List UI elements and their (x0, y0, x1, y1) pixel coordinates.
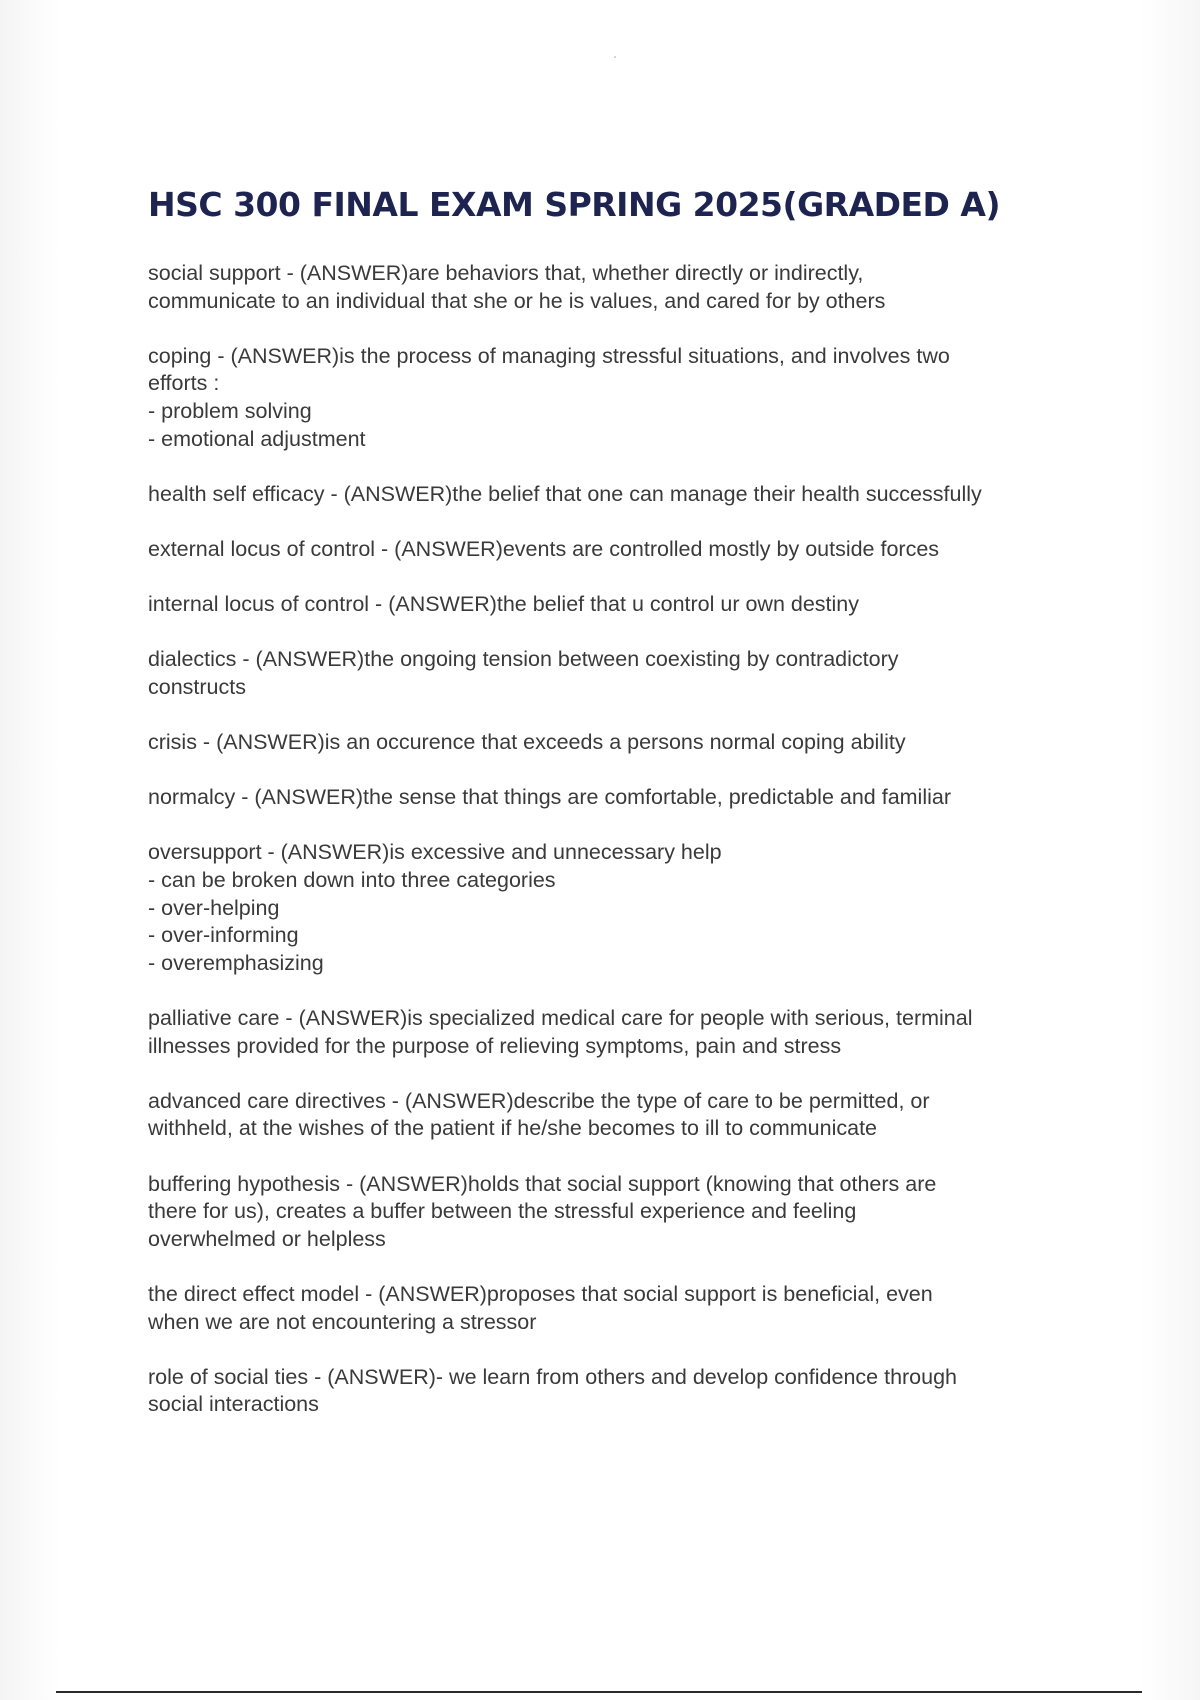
entry-normalcy (148, 784, 1098, 812)
entry-crisis (148, 729, 1098, 757)
entry-line: overwhelmed or helpless (148, 1226, 386, 1251)
entry-palliative-care (148, 1005, 1098, 1060)
document-content (148, 180, 1098, 1447)
entry-line: withheld, at the wishes of the patient if he/she becomes to ill to communicate (148, 1116, 878, 1141)
entry-line: social support - (ANSWER)are behaviors that, whether directly or indirectly, (148, 261, 864, 285)
entry-role-of-social-ties (148, 1364, 1098, 1419)
entry-line: buffering hypothesis - (ANSWER)holds that social support (knowing that others are (148, 1171, 937, 1196)
entry-line: crisis - (ANSWER)is an occurence that exceeds a persons normal coping ability (148, 730, 906, 755)
entry-line: dialectics - (ANSWER)the ongoing tension between coexisting by contradictory (148, 647, 899, 672)
entry-social-support (148, 260, 1098, 315)
entry-line: oversupport - (ANSWER)is excessive and unnecessary help (148, 840, 722, 865)
entry-line: there for us), creates a buffer between the stressful experience and feeling (148, 1199, 857, 1224)
entry-external-locus-of-control (148, 536, 1098, 564)
entry-line: - overemphasizing (148, 950, 324, 975)
entry-line: advanced care directives - (ANSWER)describe the type of care to be permitted, or (148, 1088, 930, 1113)
entry-line: constructs (148, 674, 246, 699)
entry-line: health self efficacy - (ANSWER)the belief that one can manage their health successfully (148, 481, 982, 506)
scan-artifact (614, 56, 616, 58)
entry-line: illnesses provided for the purpose of relieving symptoms, pain and stress (148, 1033, 842, 1058)
entry-line: efforts : (148, 371, 220, 396)
entry-line: - over-helping (148, 895, 280, 920)
entry-line: palliative care - (ANSWER)is specialized medical care for people with serious, terminal (148, 1006, 973, 1031)
entry-line: role of social ties - (ANSWER)- we learn from others and develop confidence through (148, 1364, 958, 1389)
bottom-rule (56, 1691, 1142, 1693)
entry-line: the direct effect model - (ANSWER)proposes that social support is beneficial, even (148, 1281, 933, 1306)
entry-line: - can be broken down into three categories (148, 868, 556, 893)
entry-line: - over-informing (148, 923, 299, 948)
entry-line: normalcy - (ANSWER)the sense that things are comfortable, predictable and familiar (148, 785, 952, 810)
entry-line: when we are not encountering a stressor (148, 1309, 537, 1334)
entry-advanced-care-directives (148, 1088, 1098, 1143)
entry-oversupport (148, 839, 1098, 977)
entry-line: social interactions (148, 1392, 319, 1417)
entry-dialectics (148, 646, 1098, 701)
entry-list (148, 260, 1098, 1419)
entry-line: - problem solving (148, 398, 312, 423)
entry-line: - emotional adjustment (148, 426, 366, 451)
entry-line: internal locus of control - (ANSWER)the belief that u control ur own destiny (148, 592, 860, 617)
entry-internal-locus-of-control (148, 591, 1098, 619)
entry-health-self-efficacy (148, 481, 1098, 509)
entry-line: external locus of control - (ANSWER)events are controlled mostly by outside forces (148, 536, 940, 561)
entry-line: coping - (ANSWER)is the process of managing stressful situations, and involves two (148, 343, 950, 368)
entry-direct-effect-model (148, 1281, 1098, 1336)
document-title: HSC 300 FINAL EXAM SPRING 2025(GRADED A) (148, 185, 1001, 224)
entry-line: communicate to an individual that she or he is values, and cared for by others (148, 288, 886, 313)
entry-buffering-hypothesis (148, 1171, 1098, 1254)
entry-coping (148, 343, 1098, 453)
